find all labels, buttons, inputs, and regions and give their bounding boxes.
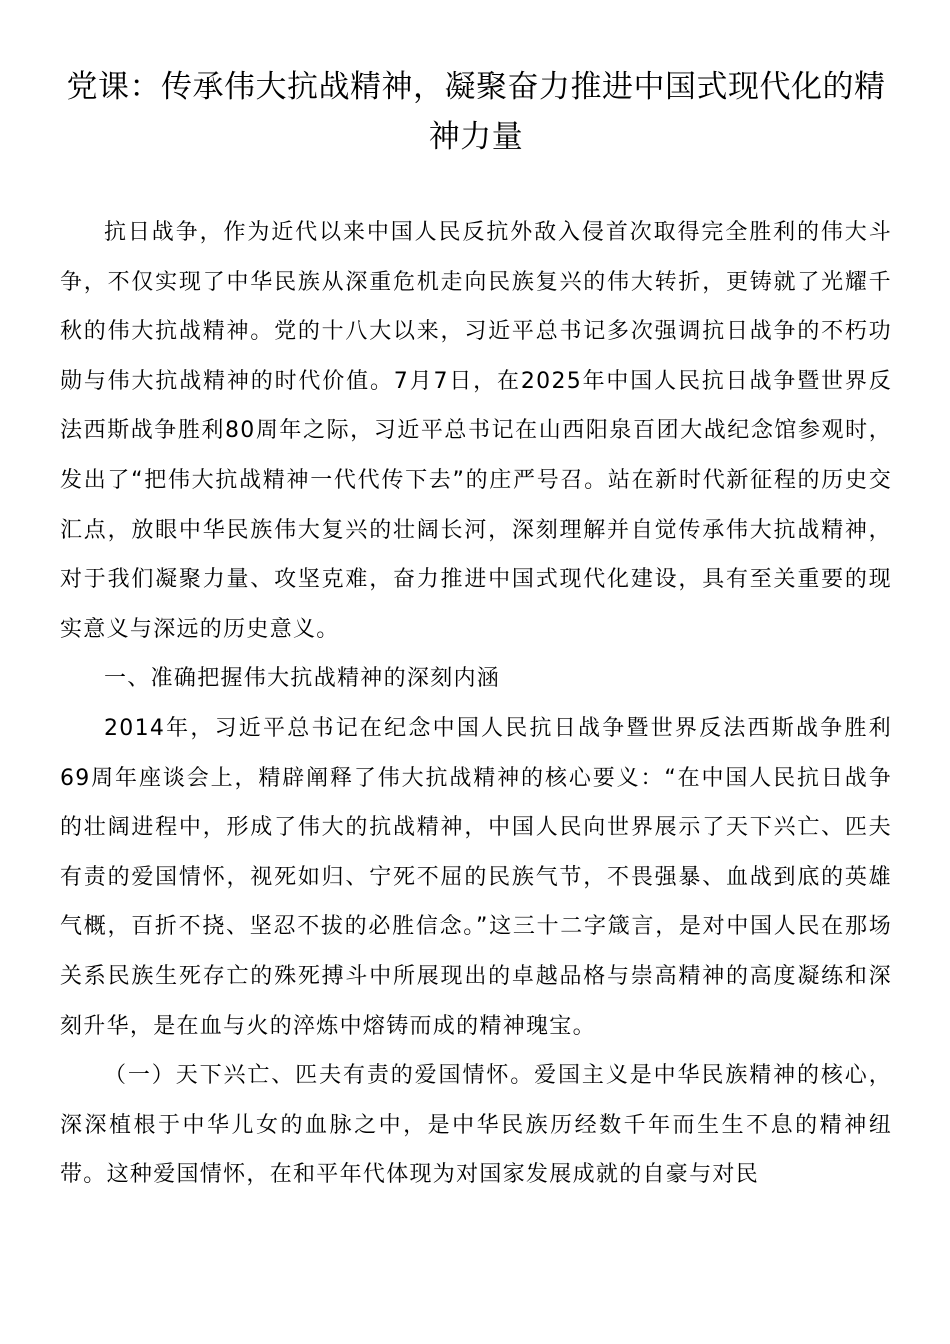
section-heading-1: 一、准确把握伟大抗战精神的深刻内涵 [104,666,501,692]
paragraph-patriotism: （一）天下兴亡、匹夫有责的爱国情怀。爱国主义是中华民族精神的核心，深深植根于中华儿女的血脉之中，是中华民族历经数千年而生生不息的精神纽带。这种爱国情怀，在和平年代体现为对国家发展成就的自豪与对民 [60,1063,892,1188]
paragraph-core-meaning: 2014年，习近平总书记在纪念中国人民抗日战争暨世界反法西斯战争胜利69周年座谈会上，精辟阐释了伟大抗战精神的核心要义：“在中国人民抗日战争的壮阔进程中，形成了伟大的抗战精神，中国人民向世界展示了天下兴亡、匹夫有责的爱国情怀，视死如归、宁死不屈的民族气节，不畏强暴、血战到底的英雄气概，百折不挠、坚忍不拔的必胜信念。”这三十二字箴言，是对中国人民在那场关系民族生死存亡的殊死搏斗中所展现出的卓越品格与崇高精神的高度凝练和深刻升华，是在血与火的淬炼中熔铸而成的精神瑰宝。 [60,715,892,1039]
document-page [60,62,892,1200]
paragraph-intro: 抗日战争，作为近代以来中国人民反抗外敌入侵首次取得完全胜利的伟大斗争，不仅实现了中华民族从深重危机走向民族复兴的伟大转折，更铸就了光耀千秋的伟大抗战精神。党的十八大以来，习近平总书记多次强调抗日战争的不朽功勋与伟大抗战精神的时代价值。7月7日，在2025年中国人民抗日战争暨世界反法西斯战争胜利80周年之际，习近平总书记在山西阳泉百团大战纪念馆参观时，发出了“把伟大抗战精神一代代传下去”的庄严号召。站在新时代新征程的历史交汇点，放眼中华民族伟大复兴的壮阔长河，深刻理解并自觉传承伟大抗战精神，对于我们凝聚力量、攻坚克难，奋力推进中国式现代化建设，具有至关重要的现实意义与深远的历史意义。 [60,220,892,642]
document-body [60,208,892,1200]
document-title: 党课：传承伟大抗战精神，凝聚奋力推进中国式现代化的精神力量 [66,69,886,155]
